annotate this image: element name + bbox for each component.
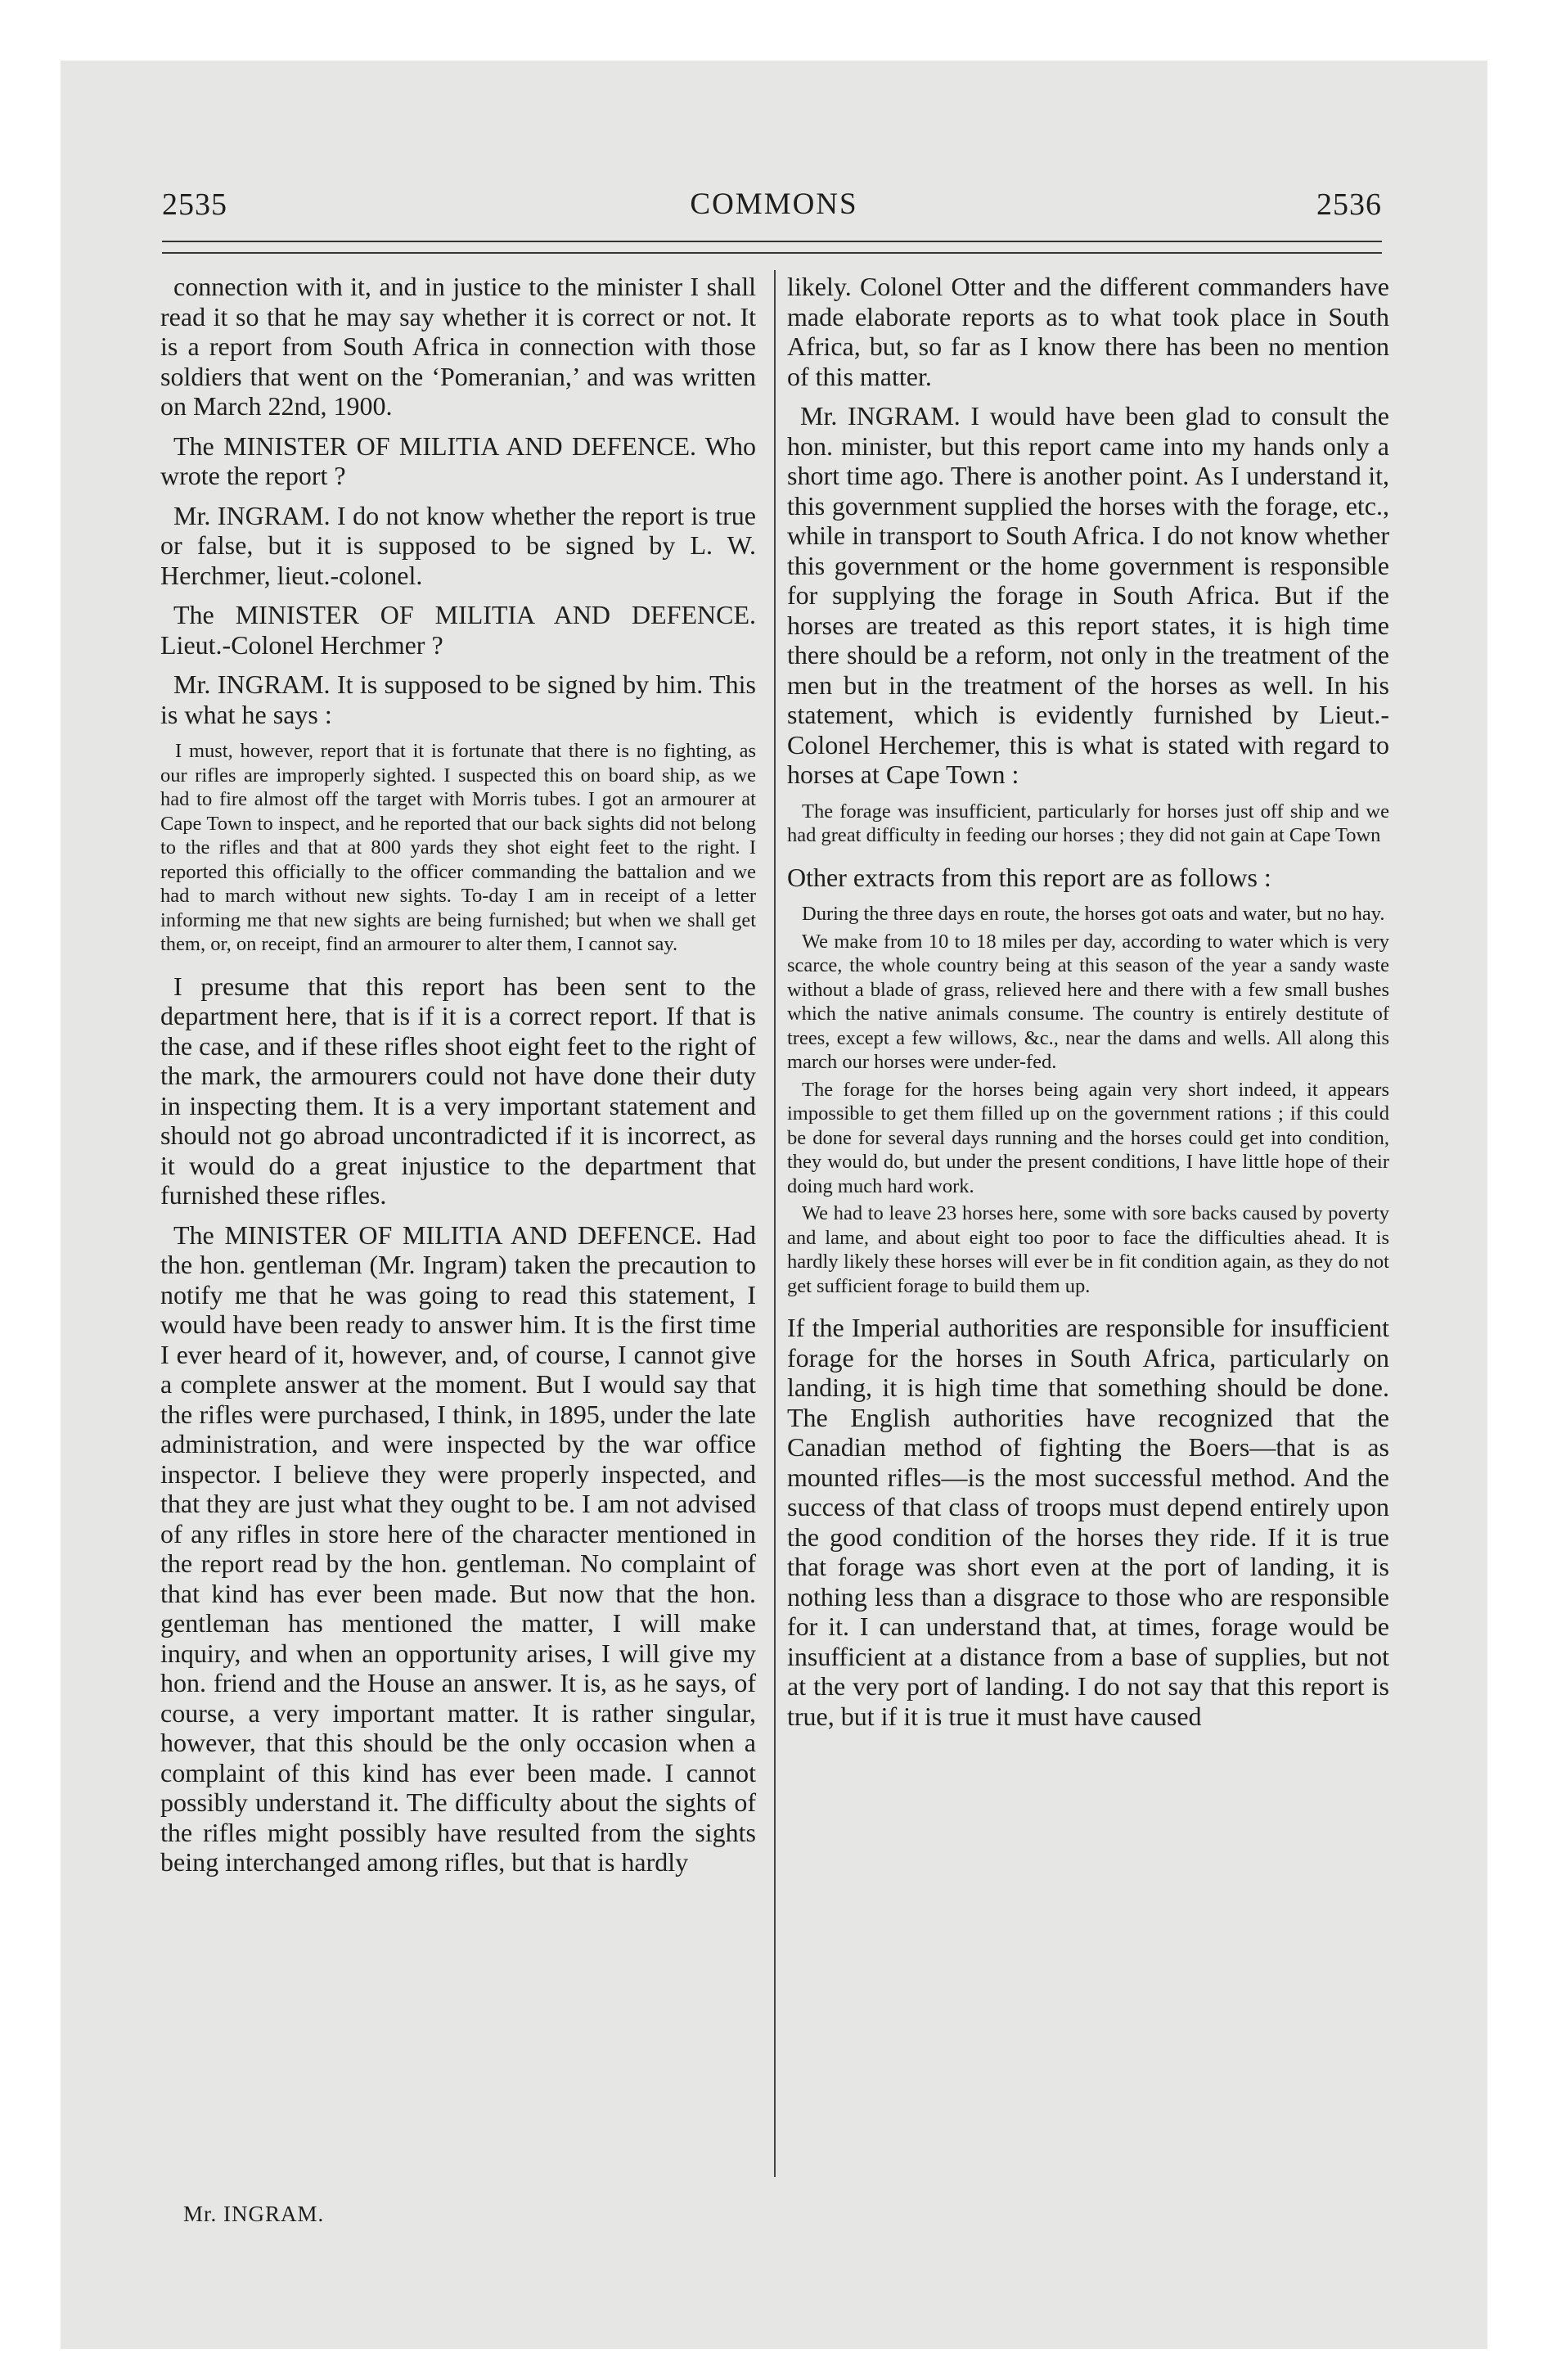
paragraph: Mr. INGRAM. I would have been glad to consult the hon. minister, but this report came into my hands only a short time ago. There is another point. As I understand it, this government supplied the horses with the forage, etc., while in transport to South Africa. I do not know whether this government or the home government is responsible for supplying the forage in South Africa. But if the horses are treated as this report states, it is high time there should be a reform, not only in the treatment of the men but in the treatment of the horses as well. In his statement, which is evidently furnished by Lieut.-Colonel Herchemer, this is what is stated with regard to horses at Cape Town :: [787, 401, 1389, 789]
paragraph: connection with it, and in justice to the minister I shall read it so that he may say whether it is correct or not. It is a report from South Africa in connection with those soldiers that went on the ‘Pomeranian,’ and was written on March 22nd, 1900.: [160, 272, 756, 421]
header-rule-bottom: [162, 252, 1382, 254]
header-rule-top: [162, 241, 1382, 242]
quote-paragraph: The forage was insufficient, particularly for horses just off ship and we had great difficulty in feeding our horses ; they did not gain at Cape Town: [787, 800, 1389, 846]
paragraph: Mr. INGRAM. I do not know whether the report is true or false, but it is supposed to be signed by L. W. Herchmer, lieut.-colonel.: [160, 500, 756, 590]
quote-paragraph: I must, however, report that it is fortunate that there is no fighting, as our rifles are improperly sighted. I suspected this on board ship, as we had to fire almost off the target with Morris tubes. I got an armourer at Cape Town to inspect, and he reported that our back sights did not belong to the rifles and that at 800 yards they shot eight feet to the right. I reported this officially to the officer commanding the battalion and we had to march without new sights. To-day I am in receipt of a letter informing me that new sights are being furnished; but when we shall get them, or, on receipt, find an armourer to alter them, I cannot say.: [160, 740, 756, 955]
footer-speaker: Mr. INGRAM.: [183, 2202, 325, 2226]
paragraph: likely. Colonel Otter and the different commanders have made elaborate reports as to what took place in South Africa, but, so far as I know there has been no mention of this matter.: [787, 272, 1389, 391]
page-number-left: 2535: [162, 187, 227, 222]
paragraph: If the Imperial authorities are responsible for insufficient forage for the horses in South Africa, particularly on landing, it is high time that something should be done. The English authorities have recognized that the Canadian method of fighting the Boers—that is as mounted rifles—is the most successful method. And the success of that class of troops must depend entirely upon the good condition of the horses they ride. If it is true that forage was short even at the port of landing, it is nothing less than a disgrace to those who are responsible for it. I can understand that, at times, forage would be insufficient at a distance from a base of supplies, but not at the very port of landing. I do not say that this report is true, but if it is true it must have caused: [787, 1313, 1389, 1731]
right-column: [787, 272, 1389, 1741]
paragraph: Other extracts from this report are as follows :: [787, 862, 1271, 892]
block-quote: [787, 902, 1389, 1298]
quote-paragraph: The forage for the horses being again very short indeed, it appears impossible to get them filled up on the government rations ; if this could be done for several days running and the horses could get into condition, they would do, but under the present conditions, I have little hope of their doing much hard work.: [787, 1078, 1389, 1197]
quote-paragraph: During the three days en route, the horses got oats and water, but no hay.: [802, 903, 1385, 925]
column-divider: [774, 270, 776, 2177]
page-number-right: 2536: [1316, 187, 1382, 222]
paragraph: I presume that this report has been sent to the department here, that is if it is a correct report. If that is the case, and if these rifles shoot eight feet to the right of the mark, the armourers could not have done their duty in inspecting them. It is a very important statement and should not go abroad uncontradicted if it is incorrect, as it would do a great injustice to the department that furnished these rifles.: [160, 971, 756, 1210]
paragraph: Mr. INGRAM. It is supposed to be signed by him. This is what he says :: [160, 669, 756, 729]
paragraph: The MINISTER OF MILITIA AND DEFENCE. Who wrote the report ?: [160, 430, 756, 490]
paragraph: The MINISTER OF MILITIA AND DEFENCE. Lieut.-Colonel Herchmer ?: [160, 600, 756, 660]
quote-paragraph: We make from 10 to 18 miles per day, according to water which is very scarce, the whole country being at this season of the year a sandy waste without a blade of grass, relieved here and there with a few small bushes which the native animals consume. The country is entirely destitute of trees, except a few willows, &c., near the dams and wells. All along this march our horses were under-fed.: [787, 930, 1389, 1073]
paragraph: The MINISTER OF MILITIA AND DEFENCE. Had the hon. gentleman (Mr. Ingram) taken the precaution to notify me that he was going to read this statement, I would have been ready to answer him. It is the first time I ever heard of it, however, and, of course, I cannot give a complete answer at the moment. But I would say that the rifles were purchased, I think, in 1895, under the late administration, and were inspected by the war office inspector. I believe they were properly inspected, and that they are just what they ought to be. I am not advised of any rifles in store here of the character mentioned in the report read by the hon. gentleman. No complaint of that kind has ever been made. But now that the hon. gentleman has mentioned the matter, I will make inquiry, and when an opportunity arises, I will give my hon. friend and the House an answer. It is, as he says, of course, a very important matter. It is rather singular, however, that this should be the only occasion when a complaint of this kind has ever been made. I cannot possibly understand it. The difficulty about the sights of the rifles might possibly have resulted from the sights being interchanged among rifles, but that is hardly: [160, 1219, 756, 1877]
page-title: COMMONS: [690, 187, 858, 221]
block-quote: [160, 739, 756, 957]
quote-paragraph: We had to leave 23 horses here, some with sore backs caused by poverty and lame, and about eight too poor to face the difficulties ahead. It is hardly likely these horses will ever be in fit condition again, as they do not get sufficient forage to build them up.: [787, 1202, 1389, 1297]
block-quote: [787, 800, 1389, 848]
left-column: [160, 272, 756, 1887]
